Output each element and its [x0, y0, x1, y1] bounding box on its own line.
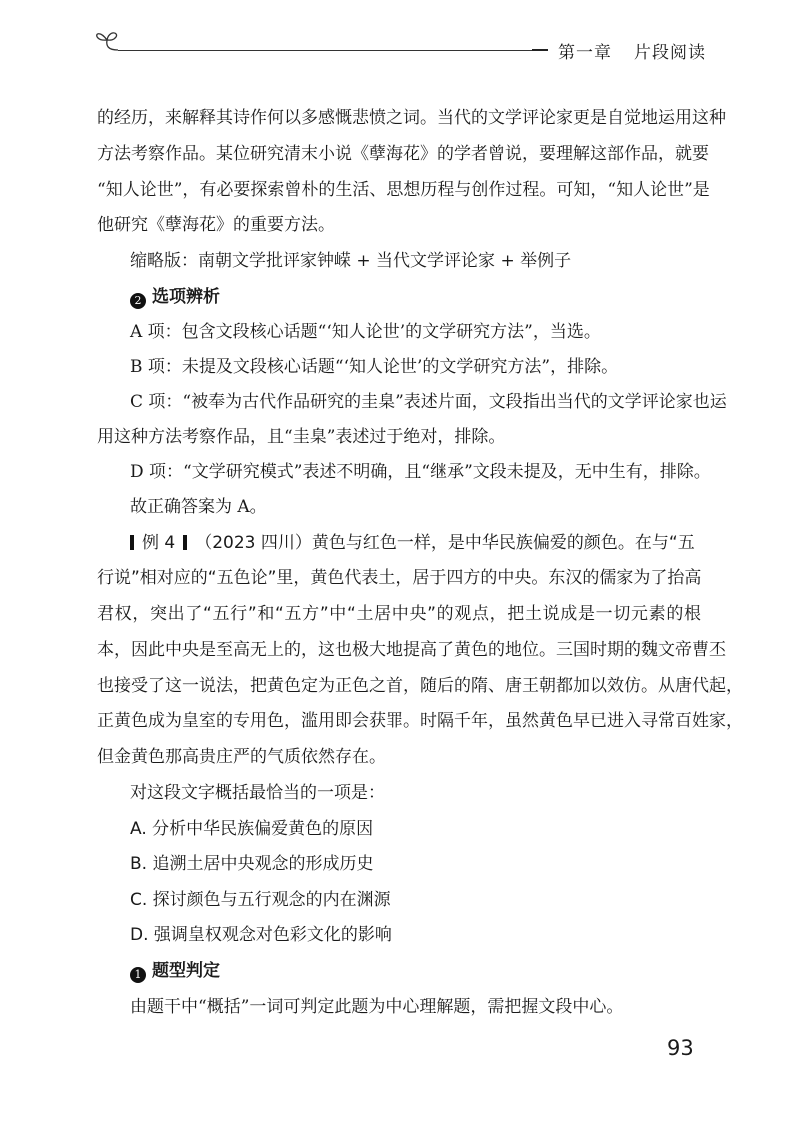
running-header	[558, 38, 706, 63]
section-label: 片段阅读	[634, 43, 706, 63]
analysis-title: 选项辨析	[152, 287, 220, 307]
example-source: （2023 四川）	[195, 533, 312, 553]
judgement-title: 题型判定	[152, 961, 220, 981]
summary-line: 缩略版：南朝文学批评家钟嵘 + 当代文学评论家 + 举例子	[130, 251, 572, 271]
passage-line: 他研究《孽海花》的重要方法。	[97, 215, 335, 235]
example-line: 正黄色成为皇室的专用色，滥用即会获罪。时隔千年，虽然黄色早已进入寻常百姓家，	[97, 711, 743, 731]
option-analysis-d: D 项：“文学研究模式”表述不明确，且“继承”文段未提及，无中生有，排除。	[130, 462, 711, 482]
example-first-line	[130, 532, 701, 554]
passage-line: “知人论世”，有必要探索曾朴的生活、思想历程与创作过程。可知，“知人论世”是	[97, 180, 710, 200]
option-analysis-a: A 项：包含文段核心话题“‘知人论世’的文学研究方法”，当选。	[130, 322, 601, 342]
option-b: B. 追溯土居中央观念的形成历史	[130, 854, 374, 874]
passage-line: 方法考察作品。某位研究清末小说《孽海花》的学者曾说，要理解这部作品，就要	[97, 144, 709, 164]
option-analysis-c-cont: 用这种方法考察作品，且“圭臬”表述过于绝对，排除。	[97, 427, 506, 447]
option-c: C. 探讨颜色与五行观念的内在渊源	[130, 890, 391, 910]
number-badge-icon: 2	[130, 293, 146, 309]
example-line: 也接受了这一说法，把黄色定为正色之首，随后的隋、唐王朝都加以效仿。从唐代起，	[97, 676, 743, 696]
example-line: 本，因此中央是至高无上的，这也极大地提高了黄色的地位。三国时期的魏文帝曹丕	[97, 640, 726, 660]
judgement-heading	[130, 960, 701, 983]
option-a: A. 分析中华民族偏爱黄色的原因	[130, 819, 374, 839]
bracket-bar-icon	[130, 535, 134, 550]
option-analysis-b: B 项：未提及文段核心话题“‘知人论世’的文学研究方法”，排除。	[130, 357, 619, 377]
passage-line: 的经历，来解释其诗作何以多感慨悲愤之词。当代的文学评论家更是自觉地运用这种	[97, 108, 726, 128]
example-label: 例 4	[142, 533, 176, 553]
answer-line: 故正确答案为 A。	[130, 497, 267, 517]
chapter-label: 第一章	[558, 43, 612, 63]
header-rule	[118, 50, 538, 51]
page-number: 93	[667, 1036, 694, 1060]
judgement-text: 由题干中“概括”一词可判定此题为中心理解题，需把握文段中心。	[130, 997, 624, 1017]
sprout-icon	[92, 26, 122, 56]
example-line: 但金黄色那高贵庄严的气质依然存在。	[97, 747, 386, 767]
header-rule-end	[532, 49, 548, 51]
example-line: 君权，突出了“五行”和“五方”中“土居中央”的观点，把土说成是一切元素的根	[97, 604, 701, 624]
bracket-bar-icon	[183, 535, 187, 550]
option-d: D. 强调皇权观念对色彩文化的影响	[130, 925, 392, 945]
question-stem: 对这段文字概括最恰当的一项是：	[130, 783, 385, 803]
number-badge-icon: 1	[130, 967, 146, 983]
option-analysis-c: C 项：“被奉为古代作品研究的圭臬”表述片面，文段指出当代的文学评论家也运	[130, 392, 727, 412]
analysis-heading	[130, 286, 701, 309]
example-text: 黄色与红色一样，是中华民族偏爱的颜色。在与“五	[311, 533, 695, 553]
example-line: 行说”相对应的“五色论”里，黄色代表土，居于四方的中央。东汉的儒家为了抬高	[97, 568, 702, 588]
